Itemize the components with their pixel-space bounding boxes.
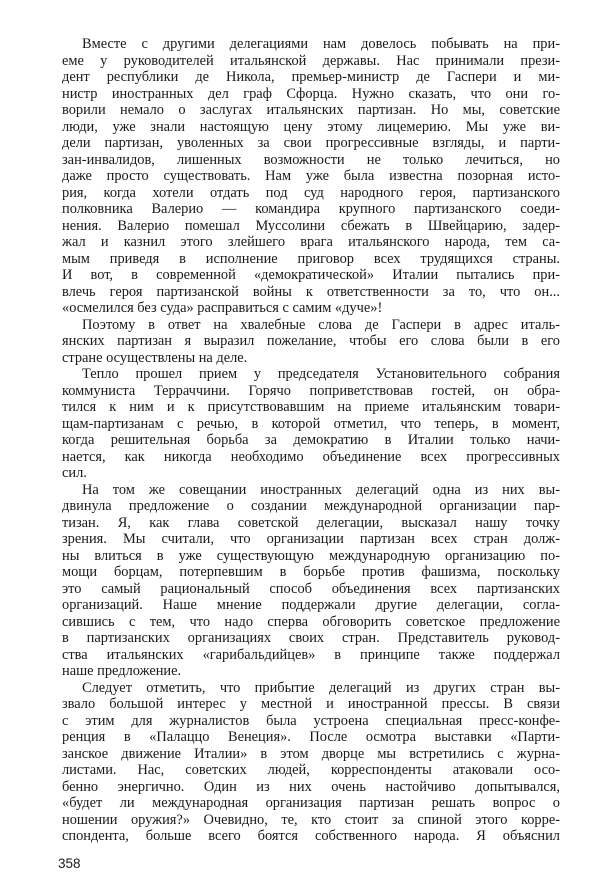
page-body [62,36,560,845]
text-line: щам-партизанам с речью, в которой отметил, что теперь, в момент, [62,415,560,432]
text-line: влечь героя партизанской войны к ответственности за то, что он... [62,283,560,300]
text-line: зан-инвалидов, лишенных возможности не только лечиться, но [62,151,560,168]
text-line: нистр иностранных дел граф Сфорца. Нужно сказать, что они го- [62,85,560,102]
text-line: ворили немало о заслугах итальянских партизан. Но мы, советские [62,102,560,118]
text-line: спондента, больше всего боятся собственного народа. Я объяснил [62,828,560,844]
text-line: в партизанских организациях своих стран. Представитель руковод- [62,630,560,646]
text-line: Следует отметить, что прибытие делегаций из других стран вы- [82,679,560,696]
paragraph [62,366,560,482]
text-line: нения. Валерио помешал Муссолини сбежать в Швейцарию, задер- [62,217,560,234]
text-line: И вот, в современной «демократической» Италии пытались при- [62,267,560,283]
text-line: «осмелился без суда» расправиться с самим «дуче»! [62,300,383,316]
text-line: рия, когда хотели отдать под суд народного героя, партизанского [62,184,560,201]
text-line: дент республики де Никола, премьер-министр де Гаспери и ми- [62,69,560,85]
text-line: сившись с тем, что надо сперва обговорить советское предложение [62,613,560,630]
text-line: коммуниста Терраччини. Горячо поприветствовав гостей, он обра- [62,382,560,399]
text-line: даже просто существовать. Нам уже была известна позорная исто- [62,168,560,184]
text-line: мым приведя в исполнение приговор всех трудящихся страны. [62,250,560,267]
text-line: бенно энергично. Один из них очень настойчиво допытывался, [62,778,560,795]
paragraph [62,482,560,680]
text-line: звало большой интерес у местной и иностранной прессы. В связи [62,696,560,712]
text-line: листами. Нас, советских людей, корреспонденты атаковали осо- [62,762,560,778]
text-line: ренция в «Палаццо Венеция». После осмотра выставки «Парти- [62,729,560,745]
text-line: ношении оружия?» Очевидно, те, кто стоит за спиной этого корре- [62,811,560,828]
text-line: На том же совещании иностранных делегаций одна из них вы- [82,481,560,498]
text-line: организаций. Наше мнение поддержали другие делегации, согла- [62,597,560,613]
text-line: Поэтому в ответ на хвалебные слова де Гаспери в адрес италь- [82,316,560,333]
text-line: нается, как никогда необходимо объединение всех прогрессивных [62,448,560,465]
text-line: тизан. Я, как глава советской делегации, высказал нашу точку [62,514,560,531]
paragraph [62,36,560,317]
text-line: зрения. Мы считали, что организации партизан всех стран долж- [62,531,560,547]
text-line: Тепло прошел прием у председателя Установительного собрания [82,366,560,382]
text-line: янских партизан я выразил пожелание, чтобы его слова были в его [62,333,560,349]
text-line: дели партизан, уволенных за свои прогрессивные взгляды, и парти- [62,135,560,151]
text-line: полковника Валерио — командира крупного партизанского соеди- [62,201,560,217]
text-line: стране осуществлены на деле. [62,349,248,366]
text-line: Вместе с другими делегациями нам довелось побывать на при- [82,36,560,52]
text-line: жал и казнил этого злейшего врага итальянского народа, тем са- [62,234,560,250]
text-line: мощи борцам, потерпевшим в борьбе против фашизма, поскольку [62,564,560,580]
text-line: наше предложение. [62,663,182,679]
text-line: двинула предложение о создании международной организации пар- [62,498,560,514]
text-line: ства итальянских «гарибальдийцев» в принципе также поддержал [62,646,560,663]
text-line: сил. [62,465,87,481]
text-line: ны влиться в уже существующую международную организацию по- [62,547,560,564]
text-line: еме у руководителей итальянской державы. Нас принимали прези- [62,52,560,69]
text-line: это самый рациональный способ объединения всех партизанских [62,580,560,597]
text-line: «будет ли международная организация партизан решать вопрос о [62,795,560,811]
paragraph [62,317,560,367]
text-line: люди, уже знали настоящую цену этому лицемерию. Мы уже ви- [62,118,560,135]
text-line: тился к ним и к присутствовавшим на приеме итальянским товари- [62,399,560,415]
text-line: когда решительная борьба за демократию в Италии только начи- [62,432,560,448]
paragraph [62,680,560,845]
text-line: с этим для журналистов была устроена специальная пресс-конфе- [62,712,560,729]
page-number: 358 [58,856,81,871]
text-line: занское движение Италии» в этом дворце мы встретились с журна- [62,745,560,762]
